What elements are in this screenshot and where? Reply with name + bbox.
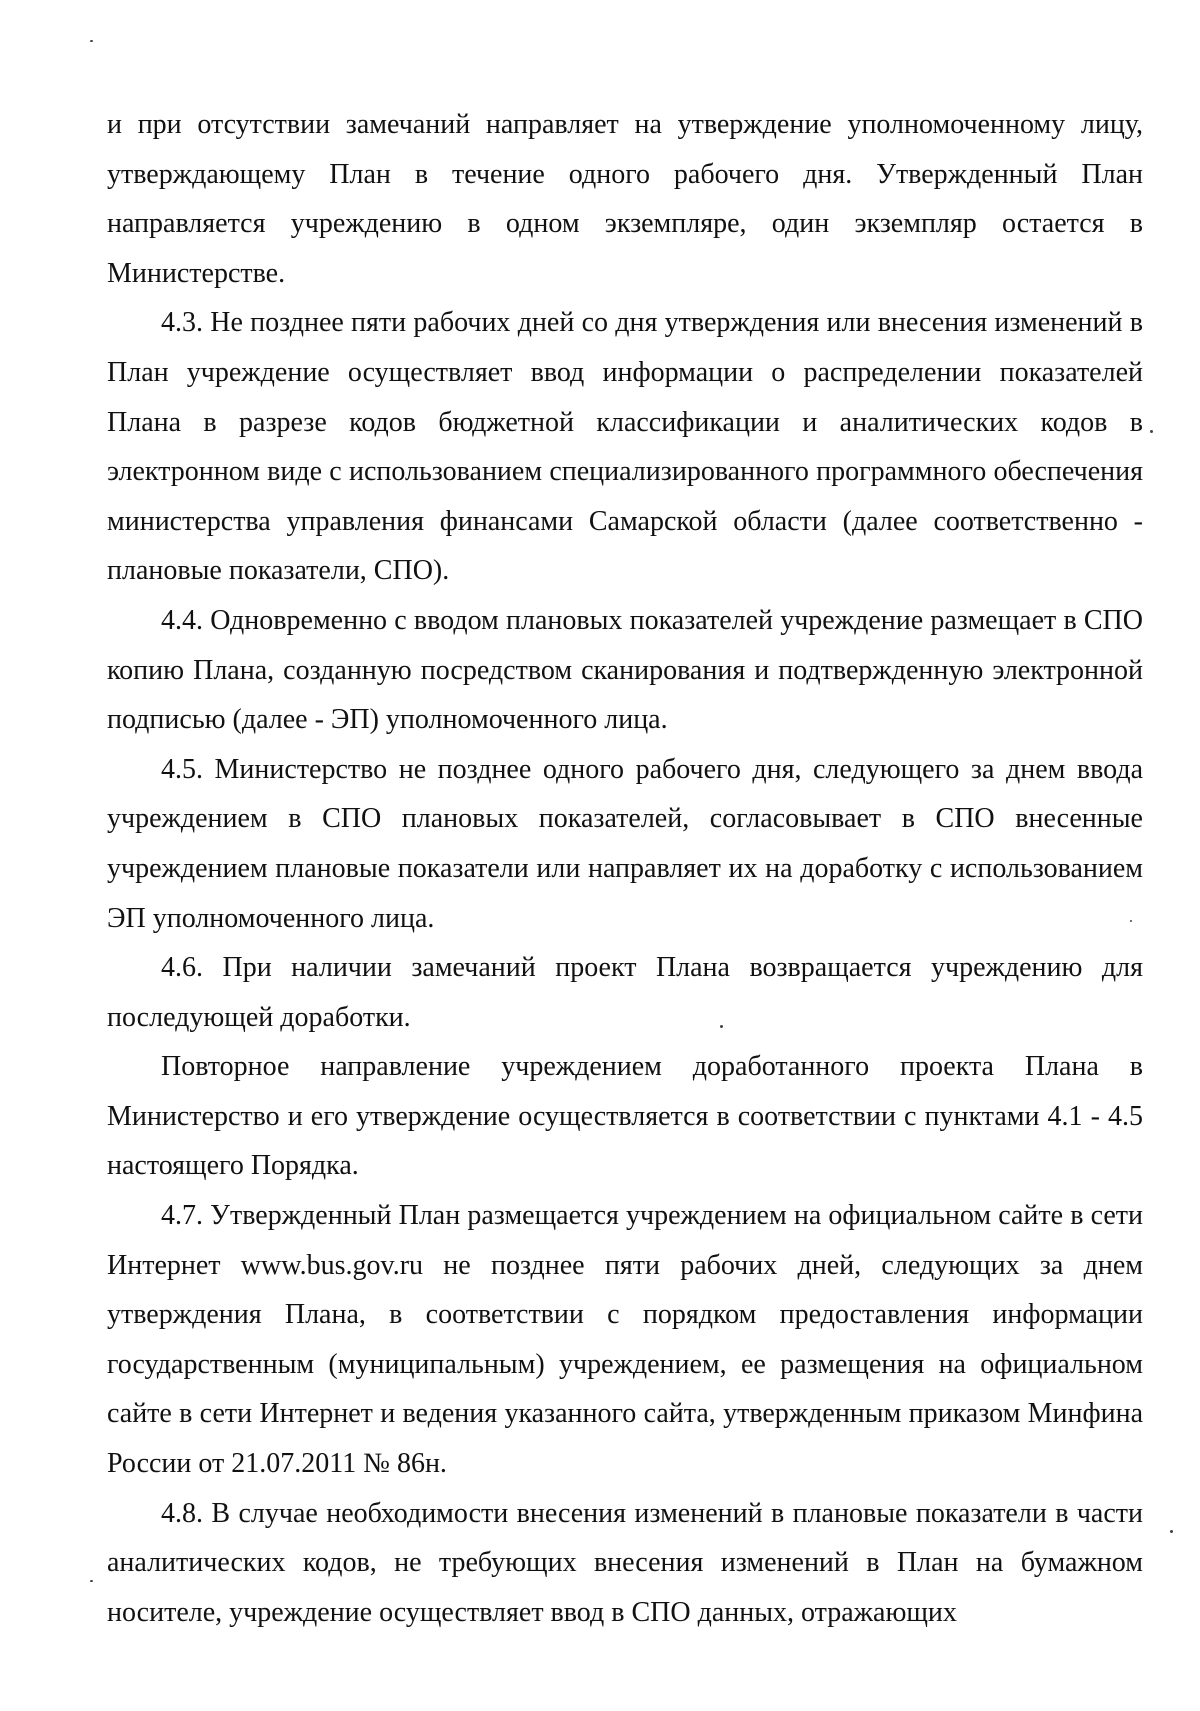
paragraph-4-4: 4.4. Одновременно с вводом плановых показателей учреждение размещает в СПО копию Плана, созданную посредством сканирования и подтвержденную электронной подписью (далее - ЭП) уполномоченного лица.	[107, 604, 1143, 736]
paragraph-4-6: 4.6. При наличии замечаний проект Плана возвращается учреждению для последующей доработки.	[107, 952, 1143, 1033]
scan-speck	[1170, 1530, 1173, 1533]
scan-speck	[1150, 430, 1153, 433]
paragraph-repeat-submission: Повторное направление учреждением доработанного проекта Плана в Министерство и его утверждение осуществляется в соответствии с пунктами 4.1 - 4.5 настоящего Порядка.	[107, 1051, 1143, 1182]
scan-speck	[90, 1580, 93, 1582]
paragraph-4-7: 4.7. Утвержденный План размещается учреждением на официальном сайте в сети Интернет www.bus.gov.ru не позднее пяти рабочих дней, следующих за днем утверждения Плана, в соответствии с порядком предоставления информации государственным (муниципальным) учреждением, ее размещения на официальном сайте в сети Интернет и ведения указанного сайта, утвержденным приказом Минфина России от 21.07.2011 № 86н.	[107, 1200, 1143, 1480]
paragraph-continuation: и при отсутствии замечаний направляет на утверждение уполномоченному лицу, утверждающему План в течение одного рабочего дня. Утвержденный План направляется учреждению в одном экземпляре, один экземпляр остается в Министерстве.	[107, 109, 1143, 289]
document-body	[107, 100, 1143, 1637]
paragraph-4-3: 4.3. Не позднее пяти рабочих дней со дня утверждения или внесения изменений в План учреждение осуществляет ввод информации о распределении показателей Плана в разрезе кодов бюджетной классификации и аналитических кодов в электронном виде с использованием специализированного программного обеспечения министерства управления финансами Самарской области (далее соответственно - плановые показатели, СПО).	[107, 307, 1143, 587]
scan-speck	[90, 40, 93, 42]
paragraph-4-5: 4.5. Министерство не позднее одного рабочего дня, следующего за днем ввода учреждением в СПО плановых показателей, согласовывает в СПО внесенные учреждением плановые показатели или направляет их на доработку с использованием ЭП уполномоченного лица.	[107, 753, 1143, 934]
paragraph-4-8: 4.8. В случае необходимости внесения изменений в плановые показатели в части аналитических кодов, не требующих внесения изменений в План на бумажном носителе, учреждение осуществляет ввод в СПО данных, отражающих	[107, 1497, 1143, 1628]
scan-speck	[720, 1025, 723, 1028]
scan-speck	[1130, 920, 1132, 922]
